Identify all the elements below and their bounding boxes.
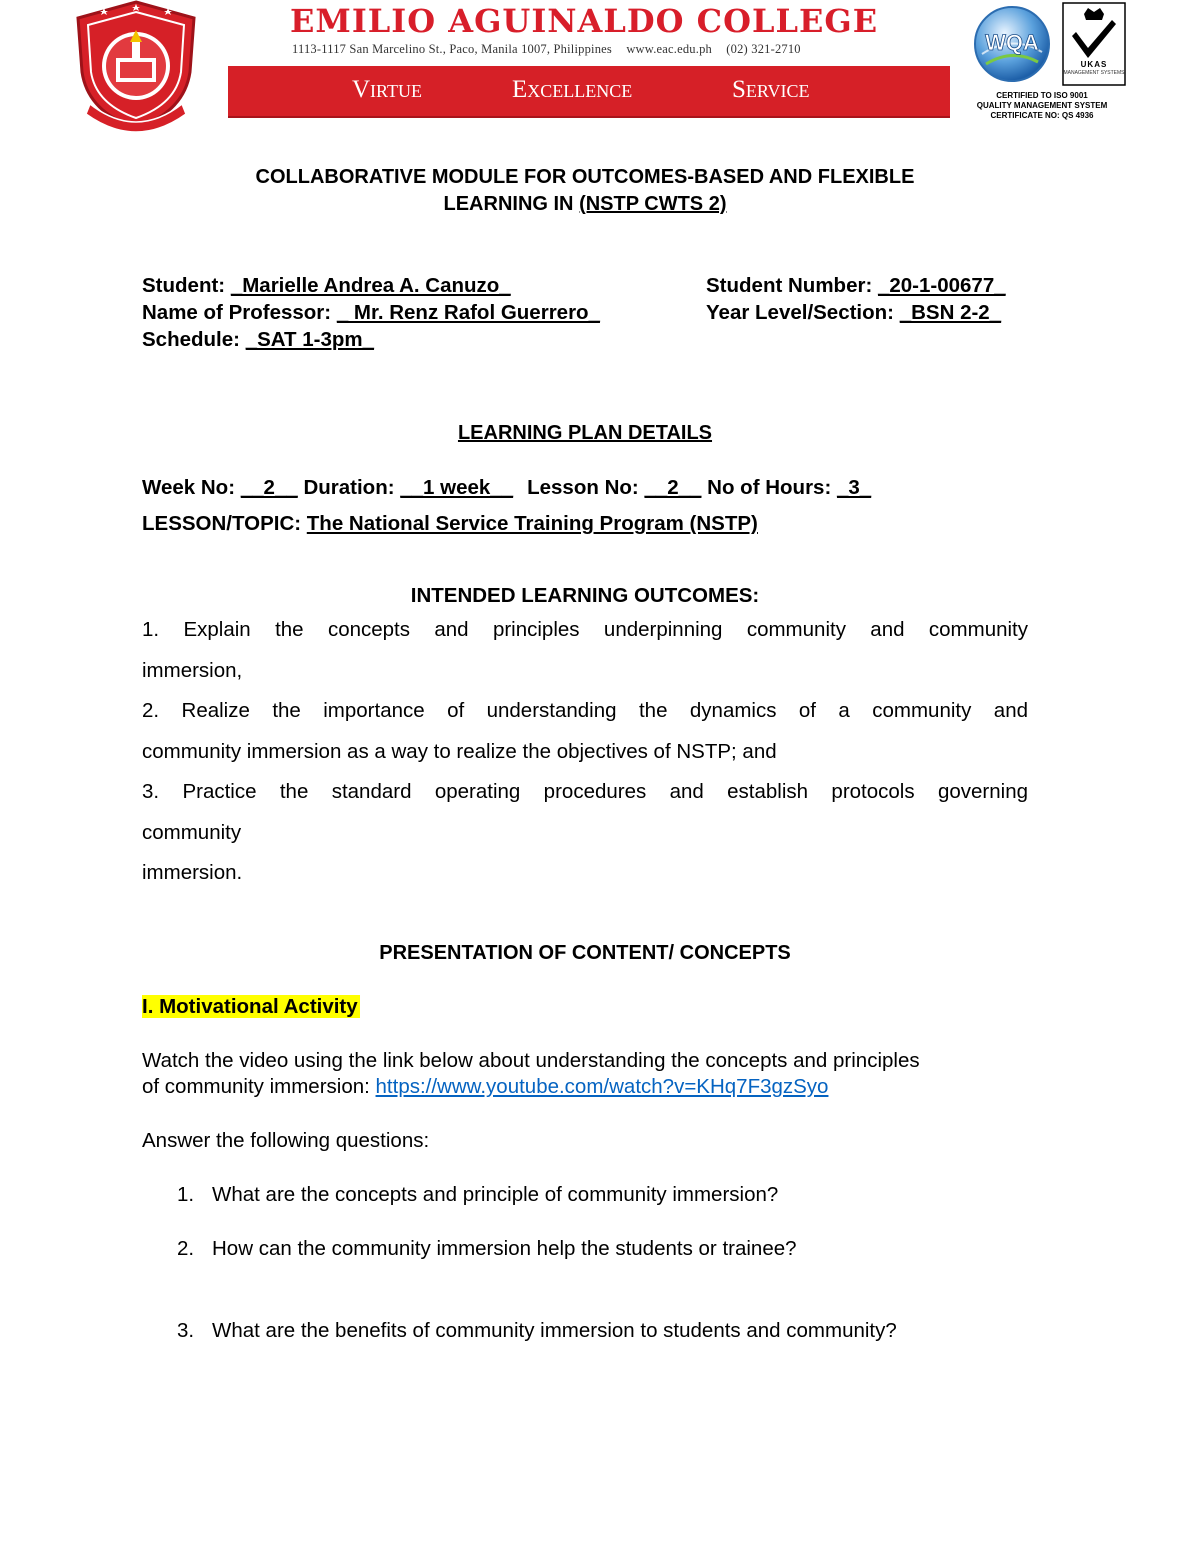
professor-line [142, 299, 600, 326]
student-value: _Marielle Andrea A. Canuzo_ [230, 274, 511, 297]
module-title-prefix: LEARNING IN [443, 193, 580, 215]
year-section-line [706, 299, 1006, 326]
ukas-label: UKAS [1080, 60, 1108, 69]
topic-value: The National Service Training Program (NSTP) [306, 512, 758, 535]
student-number-value: _20-1-00677_ [877, 274, 1006, 297]
answer-intro: Answer the following questions: [142, 1128, 430, 1152]
schedule-line [142, 326, 600, 353]
motivational-heading-text: I. Motivational Activity [142, 994, 358, 1018]
video-text-line-1: Watch the video using the link below about understanding the concepts and principles [142, 1048, 920, 1072]
youtube-link[interactable]: https://www.youtube.com/watch?v=KHq7F3gzSyo [375, 1074, 829, 1098]
outcome-line: immersion. [142, 861, 243, 884]
question-text: What are the benefits of community immersion to students and community? [212, 1318, 897, 1342]
motto-bar [228, 66, 950, 118]
college-name: EMILIO AGUINALDO COLLEGE [290, 2, 879, 40]
schedule-value: _SAT 1-3pm_ [245, 328, 375, 351]
week-value: __2__ [240, 476, 298, 499]
module-title-line-1: COLLABORATIVE MODULE FOR OUTCOMES-BASED AND FLEXIBLE [255, 166, 915, 188]
website-text: www.eac.edu.ph [626, 42, 712, 56]
motto-service: Service [732, 76, 810, 103]
duration-value: __1 week__ [400, 476, 514, 499]
outcomes-list [142, 610, 1028, 894]
wqa-globe-icon [972, 4, 1052, 84]
cert-line-3: CERTIFICATE NO: QS 4936 [990, 111, 1094, 120]
motto-virtue: Virtue [352, 76, 422, 103]
ukas-sub: MANAGEMENT SYSTEMS [1063, 70, 1125, 76]
student-info-right [706, 272, 1006, 326]
duration-label: Duration: [297, 476, 401, 499]
year-section-value: _BSN 2-2_ [899, 301, 1002, 324]
cert-line-2: QUALITY MANAGEMENT SYSTEM [976, 101, 1108, 110]
list-item [142, 1236, 1028, 1262]
hours-label: No of Hours: [701, 476, 837, 499]
outcome-line: community [142, 820, 242, 844]
wqa-label: WQA [985, 30, 1039, 55]
schedule-label: Schedule: [142, 328, 246, 351]
list-item [142, 1318, 1028, 1344]
course-code: (NSTP CWTS 2) [579, 193, 727, 215]
content-title: PRESENTATION OF CONTENT/ CONCEPTS [379, 941, 791, 964]
outcome-line: 1. Explain the concepts and principles underpinning community and community [142, 618, 1028, 641]
outcome-line: community immersion as a way to realize the objectives of NSTP; and [142, 739, 777, 763]
iso-certification [962, 91, 1122, 121]
motto-excellence: Excellence [512, 76, 633, 103]
question-number: 2. [177, 1236, 195, 1260]
outcome-line: immersion, [142, 658, 243, 682]
question-number: 1. [177, 1182, 195, 1206]
student-info-left [142, 272, 600, 353]
topic-label: LESSON/TOPIC: [142, 512, 307, 535]
address-text: 1113-1117 San Marcelino St., Paco, Manila 1007, Philippines [292, 42, 612, 56]
outcome-line: 2. Realize the importance of understanding the dynamics of a community and [142, 699, 1028, 722]
question-number: 3. [177, 1318, 195, 1342]
college-seal-icon [72, 0, 200, 132]
outcome-line: 3. Practice the standard operating procedures and establish protocols governing [142, 780, 1028, 803]
question-text: What are the concepts and principle of community immersion? [212, 1182, 779, 1206]
module-title-line-2 [142, 191, 1028, 218]
document-body [142, 164, 1028, 1344]
student-label: Student: [142, 274, 231, 297]
hours-value: _3_ [836, 476, 872, 499]
letterhead [0, 0, 1200, 140]
college-address [292, 42, 812, 57]
student-number-label: Student Number: [706, 274, 878, 297]
list-item [142, 1182, 1028, 1208]
lesson-topic [142, 510, 1028, 538]
learning-plan-title: LEARNING PLAN DETAILS [457, 422, 713, 444]
student-info [142, 272, 1028, 354]
motivational-activity-heading [142, 994, 1028, 1020]
outcomes-title: INTENDED LEARNING OUTCOMES: [410, 584, 760, 607]
professor-value: _ Mr. Renz Rafol Guerrero_ [336, 301, 600, 324]
lesson-value: __2__ [644, 476, 702, 499]
lesson-label: Lesson No: [527, 476, 645, 499]
questions-list [142, 1182, 1028, 1344]
student-number-line [706, 272, 1006, 299]
student-line [142, 272, 600, 299]
cert-line-1: CERTIFIED TO ISO 9001 [996, 91, 1088, 100]
video-text-line-2: of community immersion: [142, 1074, 376, 1098]
professor-label: Name of Professor: [142, 301, 337, 324]
week-label: Week No: [142, 476, 241, 499]
module-title [142, 164, 1028, 218]
phone-text: (02) 321-2710 [726, 42, 801, 56]
video-instructions [142, 1048, 1028, 1100]
question-text: How can the community immersion help the students or trainee? [212, 1236, 797, 1260]
week-details [142, 474, 1028, 502]
year-section-label: Year Level/Section: [706, 301, 900, 324]
